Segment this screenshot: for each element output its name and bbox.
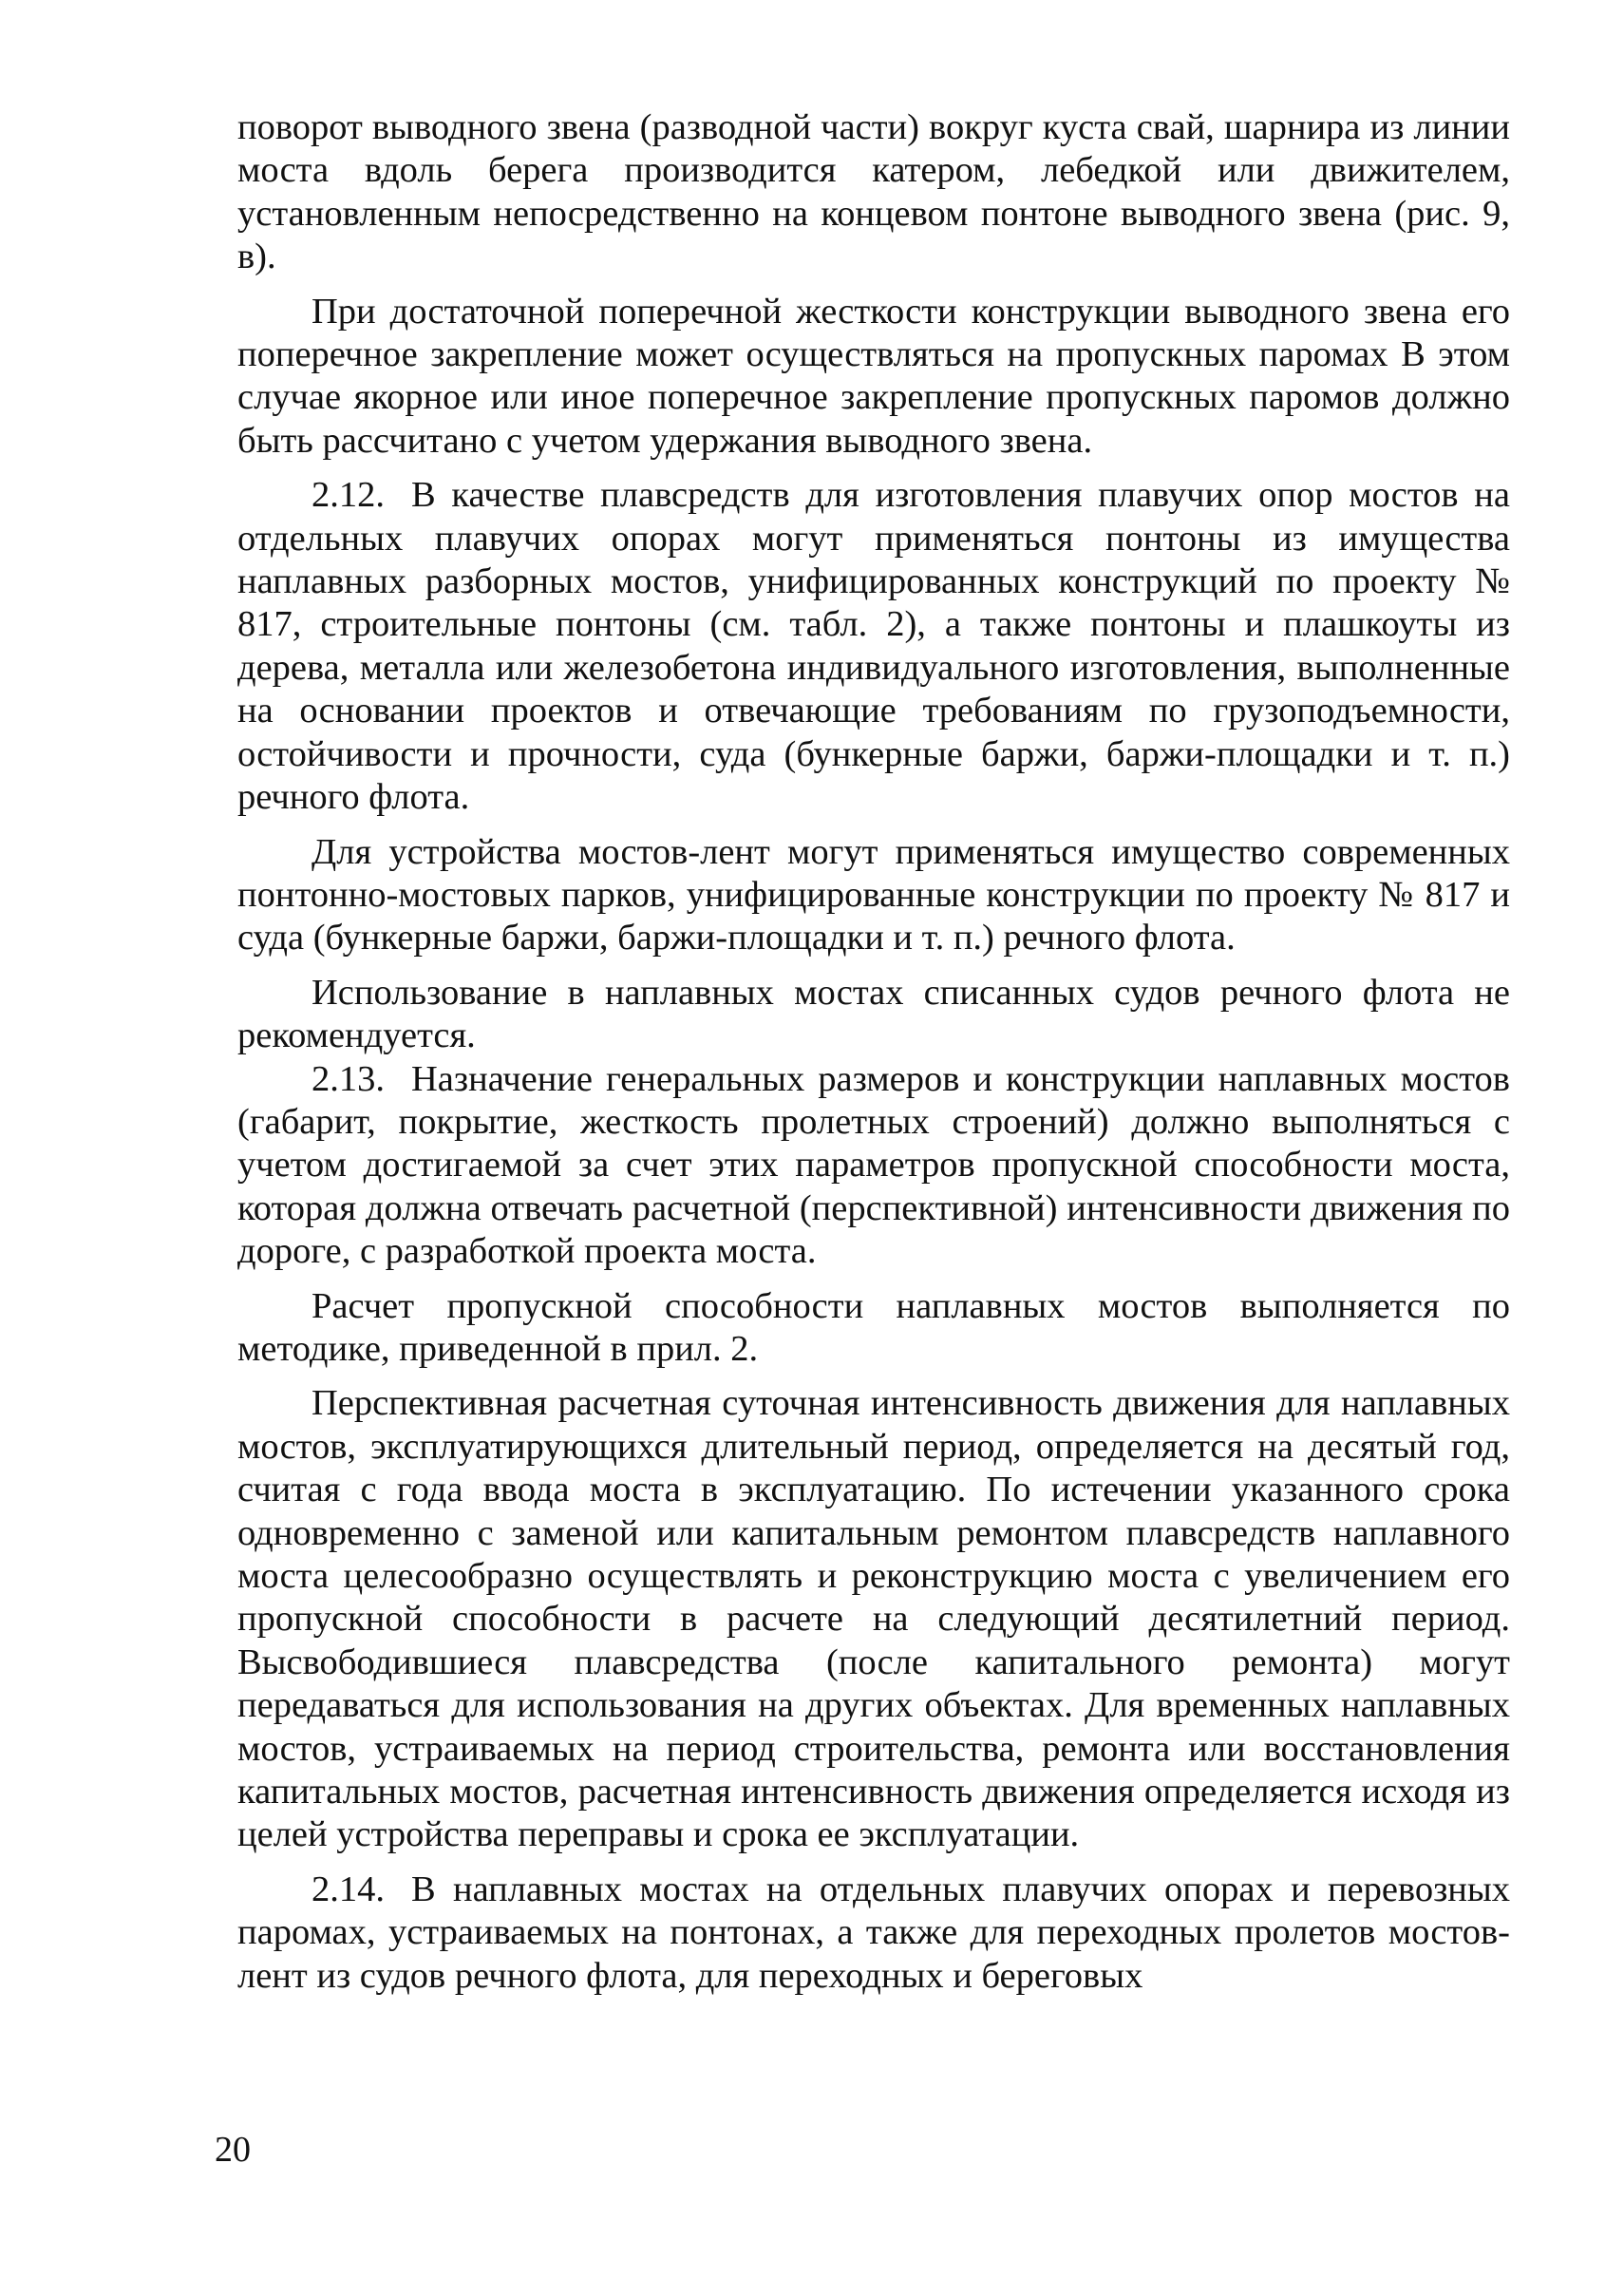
paragraph-text: В качестве плавсредств для изготовления плавучих опор мостов на отдельных плавучих опорах могут применяться понтоны из имущества наплавных разборных мостов, унифицированных конструкций по проекту № 817, строительные понтоны (см. табл. 2), а также понтоны и плашкоуты из дерева, металла или железобетона индивидуального изготовления, выполненные на основании проектов и отвечающие требованиям по грузоподъемности, остойчивости и прочности, суда (бункерные баржи, баржи-площадки и т. п.) речного флота. [237,475,1510,818]
paragraph-text: поворот выводного звена (разводной части) вокруг куста свай, шарнира из линии моста вдоль берега производится катером, лебедкой или движителем, установленным непосредственно на концевом понтоне выводного звена (рис. 9, в). [237,107,1510,277]
section-2-13 [237,1058,1510,1274]
section-2-12 [237,474,1510,819]
paragraph-decommissioned-vessels [237,972,1510,1058]
section-number: 2.14. [312,1869,385,1909]
section-number: 2.12. [312,475,385,516]
paragraph-traffic-intensity [237,1382,1510,1856]
paragraph-text: При достаточной поперечной жесткости конструкции выводного звена его поперечное закрепление может осуществляться на пропускных паромах В этом случае якорное или иное поперечное закрепление пропускных паромов должно быть рассчитано с учетом удержания выводного звена. [237,291,1510,461]
page-number: 20 [215,2130,251,2170]
paragraph-text: В наплавных мостах на отдельных плавучих опорах и перевозных паромах, устраиваемых на понтонах, а также для переходных пролетов мостов-лент из судов речного флота, для переходных и береговых [237,1869,1510,1996]
document-page [237,106,1510,2009]
section-2-14 [237,1869,1510,1998]
paragraph-transverse-fixing [237,291,1510,464]
paragraph-text: Расчет пропускной способности наплавных мостов выполняется по методике, приведенной в прил. 2. [237,1285,1510,1369]
paragraph-text: Для устройства мостов-лент могут применяться имущество современных понтонно-мостовых парков, унифицированные конструкции по проекту № 817 и суда (бункерные баржи, баржи-площадки и т. п.) речного флота. [237,831,1510,958]
paragraph-text: Назначение генеральных размеров и конструкции наплавных мостов (габарит, покрытие, жесткость пролетных строений) должно выполняться с учетом достигаемой за счет этих параметров пропускной способности моста, которая должна отвечать расчетной (перспективной) интенсивности движения по дороге, с разработкой проекта моста. [237,1058,1510,1272]
paragraph-text: Перспективная расчетная суточная интенсивность движения для наплавных мостов, эксплуатирующихся длительный период, определяется на десятый год, считая с года ввода моста в эксплуатацию. По истечении указанного срока одновременно с заменой или капитальным ремонтом плавсредств наплавного моста целесообразно осуществлять и реконструкцию моста с увеличением его пропускной способности в расчете на следующий десятилетний период. Высвободившиеся плавсредства (после капитального ремонта) могут передаваться для использования на других объектах. Для временных наплавных мостов, устраиваемых на период строительства, ремонта или восстановления капитальных мостов, расчетная интенсивность движения определяется исходя из целей устройства переправы и срока ее эксплуатации. [237,1383,1510,1855]
paragraph-continuation [237,106,1510,279]
section-number: 2.13. [312,1058,385,1099]
paragraph-bridge-tapes [237,831,1510,960]
paragraph-capacity-calculation [237,1285,1510,1372]
paragraph-text: Использование в наплавных мостах списанных судов речного флота не рекомендуется. [237,972,1510,1056]
